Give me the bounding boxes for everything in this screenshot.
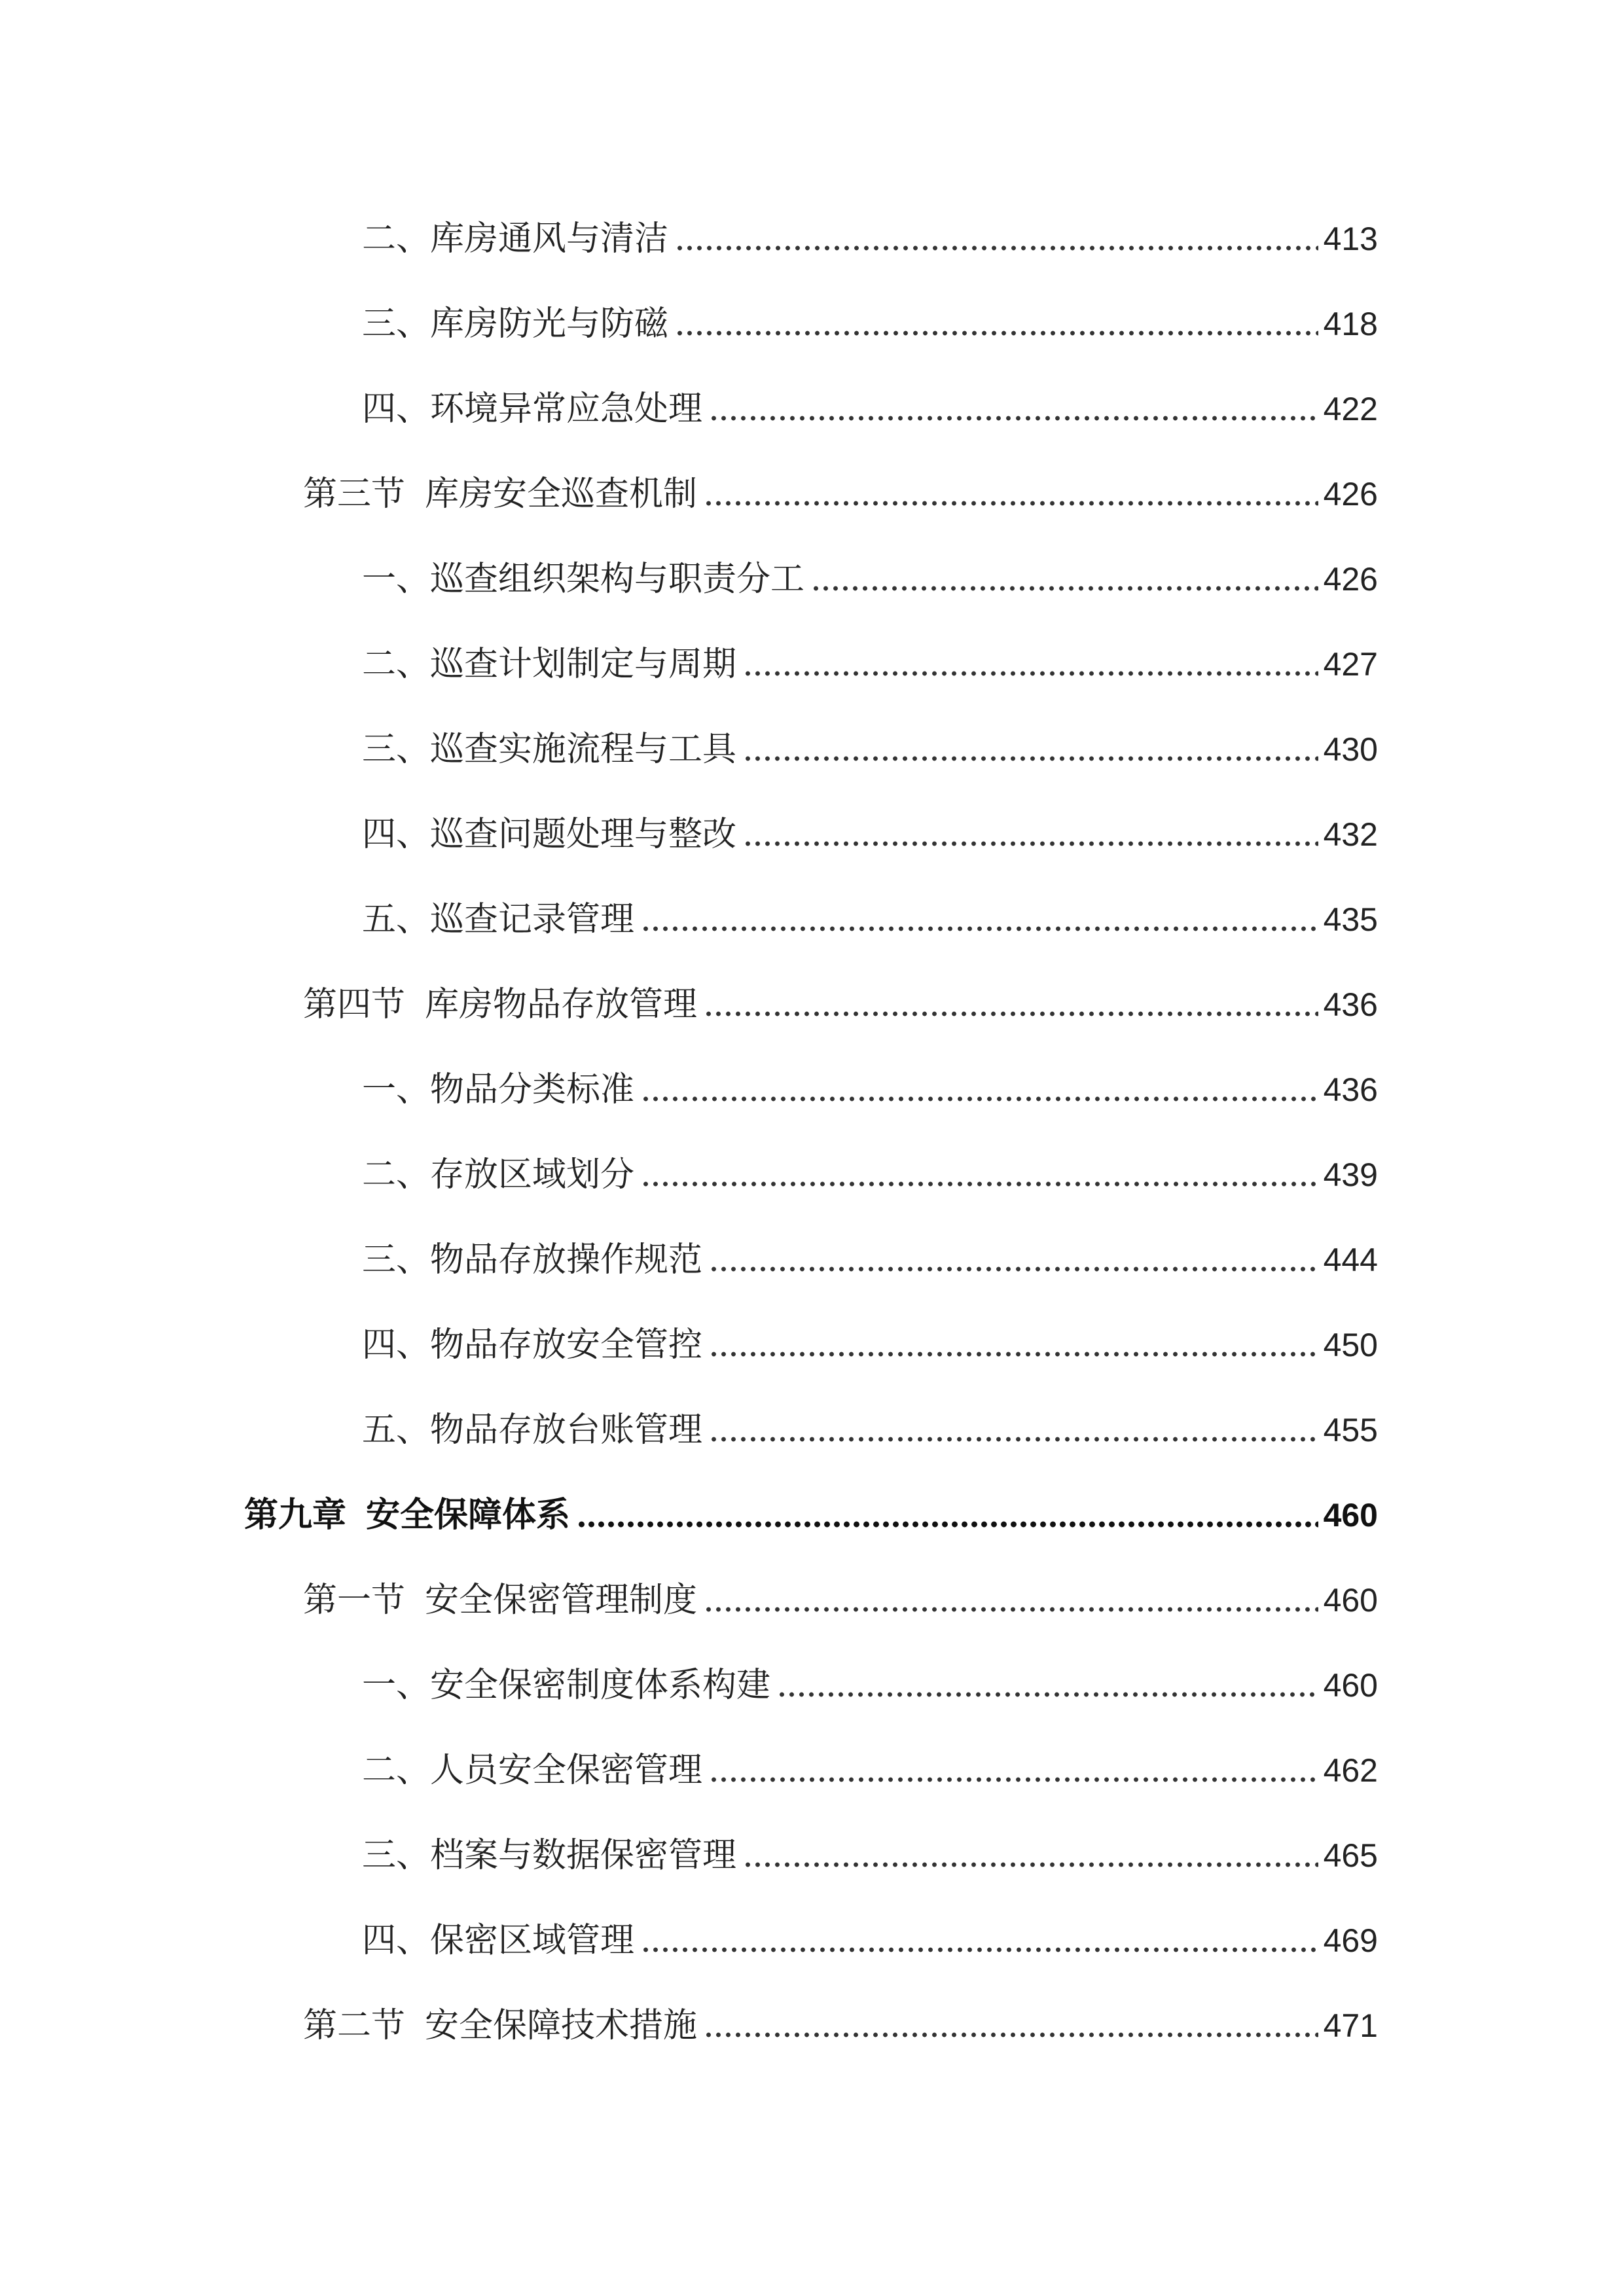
toc-entry-label [362,1047,641,1132]
dot-leader [641,1167,1318,1201]
toc-entry[interactable] [0,537,1378,622]
dot-leader [743,1848,1318,1882]
toc-entry-page-number: 469 [1323,1922,1378,1959]
toc-entry-title: 安全保障体系 [366,1496,571,1535]
dot-leader [704,2018,1318,2052]
toc-entry-number: 一、 [362,1666,431,1705]
toc-entry-label [303,1558,704,1643]
toc-entry-number: 四、 [362,1921,431,1960]
dot-leader [704,1592,1318,1626]
toc-entry-number: 第三节 [303,475,406,514]
toc-entry-label [362,622,743,707]
toc-entry-title: 档案与数据保密管理 [430,1836,737,1875]
toc-entry-label [362,367,709,452]
toc-entry-number: 五、 [362,900,431,939]
toc-entry[interactable] [0,1983,1378,2068]
table-of-contents [0,196,1624,2068]
toc-entry-label [362,281,675,367]
toc-entry-label [362,1728,709,1813]
toc-entry[interactable] [0,1302,1378,1388]
toc-entry-number: 第一节 [303,1581,406,1620]
toc-entry-label [362,1898,641,1983]
dot-leader [709,1337,1318,1371]
toc-entry[interactable] [0,792,1378,877]
dot-leader [743,827,1318,861]
toc-entry-page-number: 439 [1323,1157,1378,1193]
dot-leader [709,401,1318,435]
toc-entry-number: 三、 [362,1836,431,1875]
toc-entry-number: 二、 [362,1155,431,1194]
dot-leader [675,316,1318,350]
toc-entry-page-number: 413 [1323,221,1378,257]
toc-entry-label [362,1388,709,1473]
toc-entry-title: 巡查实施流程与工具 [430,730,737,769]
toc-entry-title: 环境异常应急处理 [430,389,703,429]
toc-entry[interactable] [0,281,1378,367]
dot-leader [641,1933,1318,1967]
toc-entry-page-number: 462 [1323,1752,1378,1789]
toc-entry-number: 一、 [362,560,431,599]
toc-entry-number: 五、 [362,1410,431,1450]
toc-entry-label [362,1302,709,1388]
toc-entry-label [362,1813,743,1898]
toc-entry-title: 物品存放安全管控 [430,1325,703,1365]
toc-entry-title: 库房防光与防磁 [430,304,669,344]
toc-entry-title: 巡查计划制定与周期 [430,645,737,684]
toc-entry-number: 二、 [362,645,431,684]
toc-entry-page-number: 460 [1323,1667,1378,1704]
dot-leader [641,912,1318,946]
toc-entry-number: 四、 [362,389,431,429]
toc-entry-title: 物品存放操作规范 [430,1240,703,1280]
toc-entry-label [244,1473,577,1558]
toc-entry-page-number: 436 [1323,986,1378,1023]
toc-entry-page-number: 435 [1323,901,1378,938]
toc-entry-label [303,452,704,537]
toc-entry[interactable] [0,367,1378,452]
toc-entry-number: 四、 [362,815,431,854]
dot-leader [709,1763,1318,1797]
toc-entry-title: 物品分类标准 [430,1070,635,1109]
toc-entry-label [362,707,743,792]
toc-entry[interactable] [0,622,1378,707]
toc-entry-label [303,962,704,1047]
toc-entry-page-number: 460 [1323,1497,1378,1534]
toc-entry-label [362,196,675,281]
toc-entry-page-number: 465 [1323,1837,1378,1874]
toc-entry-label [362,1643,777,1728]
toc-entry-page-number: 432 [1323,816,1378,853]
toc-entry-title: 安全保障技术措施 [425,2006,698,2045]
toc-entry[interactable] [0,1473,1378,1558]
toc-entry-page-number: 444 [1323,1242,1378,1278]
toc-entry-label [362,1217,709,1302]
toc-entry-title: 库房通风与清洁 [430,219,669,259]
toc-entry-page-number: 418 [1323,306,1378,342]
toc-entry-page-number: 450 [1323,1327,1378,1363]
toc-entry-page-number: 471 [1323,2007,1378,2044]
dot-leader [777,1677,1318,1712]
toc-entry[interactable] [0,1898,1378,1983]
toc-entry-title: 存放区域划分 [430,1155,635,1194]
toc-entry-number: 二、 [362,1751,431,1790]
toc-entry-label [303,1983,704,2068]
dot-leader [811,571,1318,605]
toc-entry-title: 安全保密制度体系构建 [430,1666,771,1705]
toc-entry-title: 巡查记录管理 [430,900,635,939]
toc-entry-page-number: 426 [1323,561,1378,598]
toc-entry-page-number: 427 [1323,646,1378,683]
dot-leader [743,656,1318,691]
toc-entry[interactable] [0,196,1378,281]
toc-entry-number: 一、 [362,1070,431,1109]
dot-leader [709,1422,1318,1456]
toc-entry[interactable] [0,877,1378,962]
toc-entry[interactable] [0,962,1378,1047]
toc-entry-title: 物品存放台账管理 [430,1410,703,1450]
toc-entry-title: 库房物品存放管理 [425,985,698,1024]
toc-entry[interactable] [0,1388,1378,1473]
toc-entry[interactable] [0,1132,1378,1217]
toc-entry-title: 巡查组织架构与职责分工 [430,560,805,599]
toc-entry-number: 四、 [362,1325,431,1365]
dot-leader [743,742,1318,776]
toc-entry-title: 保密区域管理 [430,1921,635,1960]
toc-entry[interactable] [0,1217,1378,1302]
toc-entry-title: 安全保密管理制度 [425,1581,698,1620]
toc-entry-label [362,1132,641,1217]
toc-entry[interactable] [0,707,1378,792]
toc-entry-number: 第九章 [244,1496,347,1535]
toc-entry-label [362,792,743,877]
toc-entry-page-number: 460 [1323,1582,1378,1619]
dot-leader [641,1082,1318,1116]
toc-entry-page-number: 426 [1323,476,1378,512]
toc-entry-label [362,877,641,962]
toc-entry-page-number: 455 [1323,1412,1378,1448]
toc-entry-number: 二、 [362,219,431,259]
toc-entry-title: 库房安全巡查机制 [425,475,698,514]
toc-entry-label [362,537,811,622]
toc-entry-page-number: 430 [1323,731,1378,768]
dot-leader [577,1507,1318,1541]
dot-leader [704,486,1318,520]
toc-entry[interactable] [0,1558,1378,1643]
toc-entry-number: 三、 [362,1240,431,1280]
toc-entry-page-number: 436 [1323,1071,1378,1108]
toc-entry-number: 三、 [362,304,431,344]
toc-entry[interactable] [0,1728,1378,1813]
toc-entry[interactable] [0,452,1378,537]
toc-entry-number: 第四节 [303,985,406,1024]
toc-entry-number: 第二节 [303,2006,406,2045]
dot-leader [704,997,1318,1031]
toc-entry[interactable] [0,1813,1378,1898]
toc-entry-page-number: 422 [1323,391,1378,427]
dot-leader [675,231,1318,265]
toc-entry-title: 巡查问题处理与整改 [430,815,737,854]
toc-entry-title: 人员安全保密管理 [430,1751,703,1790]
toc-entry[interactable] [0,1047,1378,1132]
toc-entry-number: 三、 [362,730,431,769]
dot-leader [709,1252,1318,1286]
toc-entry[interactable] [0,1643,1378,1728]
